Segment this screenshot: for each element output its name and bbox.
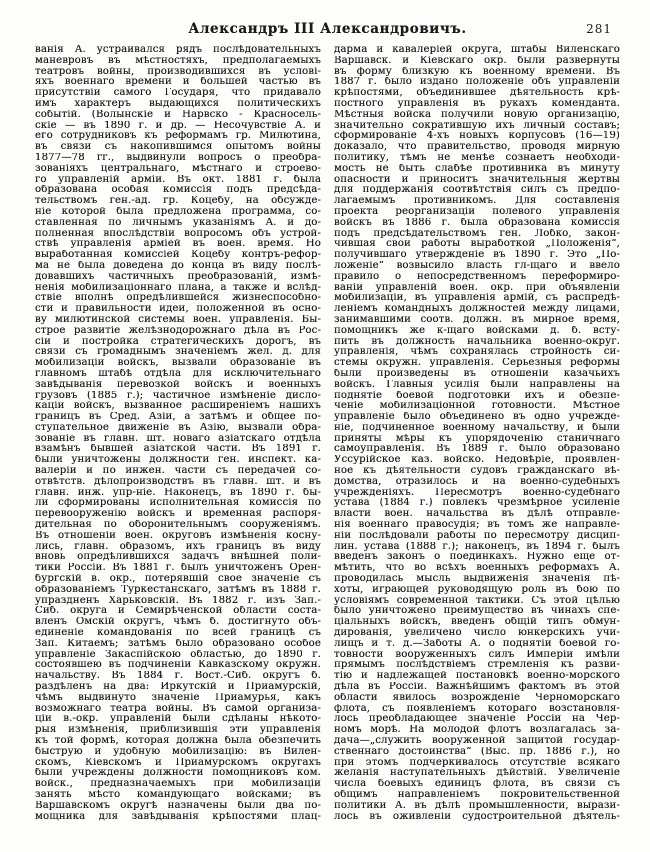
text-line: лось преобладающее значеніе Россіи на Чер- [334,714,620,725]
text-line: ли сформированы исполнительная комиссія по [35,498,321,509]
text-line: проводилась мысль выдвиженія значенія пѣ- [334,574,620,585]
text-line: валеріи и по инжен. части съ передачей со- [35,466,321,477]
text-line: раздѣленъ на два: Иркутскій и Приамурскій, [35,682,321,693]
text-line: было уничтожено преимущество въ чинахъ спе- [334,606,620,617]
text-line: чившая свои работы выработкой „Положенія“, [334,239,620,250]
text-line: маневровъ въ мѣстностяхъ, предполагаемыхъ [35,55,321,66]
text-line: занимавшими соотв. должн. въ мирное время, [334,314,620,325]
text-line: имъ характеръ выдающихся политическихъ [35,98,321,109]
text-line: скіе — въ 1890 г. и др. — Несочувствіе А. и [35,120,321,131]
text-line: при этомъ подчеркивалось отсутствіе всякаго [334,757,620,768]
text-line: доказало, что правительство, проводя мирную [334,142,620,153]
text-line: были произведены въ отношеніи казачьихъ [334,368,620,379]
text-line: условіямъ современной тактики. Съ этой цѣлью [334,595,620,606]
text-line: ложеніе“ возвысило власть гл-щаго и ввело [334,260,620,271]
text-line: къ той формѣ, которая должна была обезпечить [35,736,321,746]
text-line: полненная впослѣдствіи вопросомъ объ устрой- [35,228,321,239]
text-line: получившаго утвержденіе въ 1890 г. Это „По- [334,250,620,261]
text-line: ченіе мобилизаціонной готовности. Мѣстное [334,401,620,412]
text-line: выработанная комиссіей Коцебу контръ-рефор- [35,250,321,261]
text-line: Въ отношеніи воен. округовъ измѣненія косну- [35,530,321,541]
text-line: чѣмъ выдвинуто значеніе Приамурья, какъ [35,692,321,703]
right-column [334,45,620,822]
text-line: отвѣтств. дѣлопроизводствъ въ главн. шт. и въ [35,476,321,487]
text-line: дированія, увеличено число юнкерскихъ учи- [334,628,620,639]
page-title: Александръ III Александровичъ. [188,21,467,37]
text-line: бургскій в. окр., потерявшій свое значеніе съ [35,574,321,585]
text-line: ваніи управленій воен. окр. при объявленіи [334,282,620,293]
text-line: политики А. въ дѣлѣ промышленности, вырази- [334,800,620,811]
text-line: проекта реорганизаціи полевого управленія [334,206,620,217]
text-line: мощника для завѣдыванія крѣпостями плац- [35,811,321,822]
text-line: присутствіи самого Государя, что придавало [35,88,321,99]
text-line: упраздненъ Харьковскій. Въ 1882 г. изъ Зап.- [35,595,321,606]
text-line: зованіе въ главн. шт. новаго азіатскаго отдѣла [35,433,321,444]
text-line: лин. устава (1888 г.); наконецъ, въ 1894 г. былъ [334,541,620,552]
text-line: лагаемымъ противникомъ. Для составленія [334,196,620,207]
text-line: зованіяхъ центральнаго, мѣстнаго и строево- [35,163,321,174]
text-line: ма не была доведена до конца въ виду послѣ- [35,260,321,271]
text-line: власти воен. начальства въ дѣлѣ отправле- [334,509,620,520]
text-line: прямымъ послѣдствіемъ стремленія къ разви- [334,660,620,671]
text-line: Зап. Китаемъ; затѣмъ было образовано особое [35,638,321,649]
text-line: связи съ громаднымъ значеніемъ жел. д. для [35,347,321,358]
text-line: мость не быть слабѣе противника въ минуту [334,163,620,174]
text-line: рыя измѣненія, приблизившія эти управленія [35,725,321,736]
text-line: мѣтить, что во всѣхъ военныхъ реформахъ А. [334,563,620,574]
text-line: постного управленія въ рукахъ коменданта. [334,98,620,109]
text-line: домства, отразилось и на военно-судебныхъ [334,476,620,487]
text-line: ступательное движеніе въ Азію, вызвали обра- [35,422,321,433]
text-line: флота, съ появленіемъ котораго возстановля- [334,703,620,714]
text-line: ву милютинской системы воен. управленія. Бы- [35,314,321,325]
text-line: строе развитіе желѣзнодорожнаго дѣла въ Рос- [35,325,321,336]
text-line: возможнаго театра войны. Въ самой организа- [35,703,321,714]
text-line: хоты, играющей руководящую роль въ бою по [334,584,620,595]
text-line: значительно сократившую ихъ личный составъ; [334,120,620,131]
text-line: ненія мобилизаціоннаго плана, а также и вслѣд- [35,282,321,293]
text-line: желанія наступательныхъ дѣйствій. Увеличеніе [334,768,620,779]
running-head [35,21,620,37]
text-line: лось въ оживленіи судостроительной дѣятель- [334,811,620,822]
text-line: введенъ законъ о поединкахъ. Нужно еще от- [334,552,620,563]
text-line: ванія А. устраивался рядъ послѣдовательныхъ [35,45,321,55]
text-line: занять мѣсто командующаго войсками; въ [35,789,321,800]
text-line: устава (1884 г.) повлекъ чрезмѣрное усиленіе [334,498,620,509]
text-line: тію и надлежащей постановкѣ военно-морского [334,671,620,682]
text-line: ставленная по личнымъ указаніямъ А. и до- [35,217,321,228]
text-line: были уничтожены должности ген. инспект. ка- [35,455,321,466]
text-line: завѣдыванія перевозкой войскъ и военныхъ [35,379,321,390]
text-line: вновь опредѣлившихся задачъ внѣшней поли- [35,552,321,563]
text-line: Варшавск. и Кіевскаго окр. были развернуты [334,55,620,66]
text-line: ніе, подчиненное военному начальству, и были [334,422,620,433]
text-line: каціи войскъ, вызванное расширеніемъ нашихъ [35,401,321,412]
text-line: войскъ. Главныя усилія были направлены на [334,379,620,390]
text-line: войскъ въ 1886 г. была образована комиссія [334,217,620,228]
text-line: ствѣ управленія арміей въ воен. время. Но [35,239,321,250]
text-line: леніемъ командныхъ должностей между лицами, [334,304,620,315]
text-line: Уссурійское каз. войско. Недовѣріе, проявлен- [334,455,620,466]
text-line: управленіе было объединено въ одно учрежде- [334,412,620,423]
text-line: грузовъ (1885 г.); частичное измѣненіе дисло- [35,390,321,401]
text-line: общимъ направленіемъ покровительственной [334,789,620,800]
text-line: въ форму близкую къ военному времени. Въ [334,66,620,77]
text-line: го управленій арміи. Въ окт. 1881 г. была [35,174,321,185]
text-line: ніи послѣдовали работы по пересмотру дисцип- [334,530,620,541]
text-line: опасности и приноситъ значительныя жертвы [334,174,620,185]
text-line: 1877—78 гг., выдвинули вопросъ о преобра- [35,152,321,163]
text-columns [35,45,620,822]
text-line: дѣла въ Россіи. Важнѣйшимъ фактомъ въ этой [334,682,620,693]
text-line: Мѣстныя войска получили новую организацію, [334,109,620,120]
text-line: тельствомъ ген.-ад. гр. Коцебу, на обсужде- [35,196,321,207]
text-line: учрежденіяхъ. Пересмотръ военно-судебнаго [334,487,620,498]
text-line: его сотрудниковъ къ реформамъ гр. Милютина, [35,131,321,142]
text-line: нія военнаго правосудія; въ томъ же направле- [334,520,620,531]
text-line: приняты мѣры къ упорядоченію станичнаго [334,433,620,444]
text-line: ніе которой была предложена программа, со- [35,206,321,217]
text-line: были учреждены должности помощниковъ ком. [35,768,321,779]
text-line: лищъ и т. д.—Заботы А. о поднятіи боевой го- [334,638,620,649]
text-line: крѣпостями, объединившее дѣятельность крѣ- [334,88,620,99]
text-line: стемы окружн. управленія. Серьезныя реформы [334,358,620,369]
text-line: для поддержанія соотвѣтствія силъ съ предпо- [334,185,620,196]
text-line: ствіе вполнѣ опредѣлившейся жизнеспособно- [35,293,321,304]
text-line: сформированіе 4-хъ новыхъ корпусовъ (16—19) [334,131,620,142]
text-line: самоуправленія. Въ 1889 г. было образовано [334,444,620,455]
text-line: театровъ войны, производившихся въ услові- [35,66,321,77]
text-line: взамѣнъ бывшей азіатской части. Въ 1891 г. [35,444,321,455]
text-line: ціальныхъ войскъ, введенъ общій типъ обмун- [334,617,620,628]
text-line: сти и правильности идеи, положенной въ осно- [35,304,321,315]
text-line: сіи и постройка стратегическихъ дорогъ, въ [35,336,321,347]
text-line: мобилизаціи, въ управленія армій, съ распредѣ- [334,293,620,304]
text-line: единеніе командованія по всей границѣ съ [35,628,321,639]
left-column [35,45,321,822]
text-line: скомъ, Кіевскомъ и Приамурскомъ округахъ [35,757,321,768]
text-line: области явилось возрожденіе Черноморскаго [334,692,620,703]
text-line: правило о непосредственномъ переформиро- [334,271,620,282]
text-line: границъ въ Сред. Азіи, а затѣмъ и общее по- [35,412,321,423]
text-line: въ связи съ накопившимся опытомъ войны [35,142,321,153]
text-line: перевооруженію войскъ и временная распоря- [35,509,321,520]
text-line: числа боевыхъ единицъ флота, въ связи съ [334,779,620,790]
text-line: дача—„служить вооруженной защитой государ- [334,736,620,746]
text-line: яхъ военнаго времени и большей частью въ [35,77,321,88]
text-line: ное къ дѣятельности судовъ гражданскаго вѣ- [334,466,620,477]
text-line: довавшихъ частичныхъ преобразованій, измѣ- [35,271,321,282]
page-number: 281 [586,22,612,36]
text-line: политику, тѣмъ не менѣе сознаетъ необходи- [334,152,620,163]
text-line: товности вооруженныхъ силъ Имперіи имѣли [334,649,620,660]
text-line: состоявшею въ подчиненіи Кавказскому окружн. [35,660,321,671]
text-line: быструю и удобную мобилизацію: въ Вилен- [35,746,321,757]
text-line: начальству. Въ 1884 г. Вост.-Сиб. округъ б. [35,671,321,682]
text-line: управленіе Закаспійскою областью, до 1890 г. [35,649,321,660]
text-line: ственнаго достоинства“ (Выс. пр. 1886 г.), но [334,746,620,757]
text-line: 1887 г. было издано положеніе объ управленіи [334,77,620,88]
text-line: номъ морѣ. На молодой флотъ возлагалась за- [334,725,620,736]
text-line: главномъ штабѣ отдѣла для исключительнаго [35,368,321,379]
text-line: дительная по оборонительнымъ сооруженіямъ. [35,520,321,531]
text-line: дарма и кавалеріей округа, штабы Виленскаго [334,45,620,55]
text-line: помощникъ же к-щаго войсками д. б. всту- [334,325,620,336]
text-line: образованіемъ Туркестанскаго, затѣмъ въ 1888 г. [35,584,321,595]
text-line: войск., предназначаемыхъ при мобилизаціи [35,779,321,790]
text-line: управленія, чѣмъ сохранялась стройность си- [334,347,620,358]
text-line: событій. (Волынскіе и Нарвско - Красносель- [35,109,321,120]
text-line: подъ предсѣдательствомъ ген. Лобко, закон- [334,228,620,239]
text-line: главн. инж. упр-ніе. Наконецъ, въ 1890 г. бы- [35,487,321,498]
text-line: Варшавскомъ округѣ назначены были два по- [35,800,321,811]
text-line: вленъ Омскій округъ, чѣмъ б. достигнуто объ- [35,617,321,628]
text-line: тики Россіи. Въ 1881 г. былъ уничтоженъ Орен- [35,563,321,574]
text-line: поднятіе боевой подготовки ихъ и обезпе- [334,390,620,401]
text-line: образована особая комиссія подъ предсѣда- [35,185,321,196]
text-line: пить въ должность начальника военно-округ. [334,336,620,347]
text-line: Сиб. округа и Семирѣченской области соста- [35,606,321,617]
text-line: лись, главн. образомъ, ихъ границъ въ виду [35,541,321,552]
text-line: ціи в.-окр. управленій были сдѣланы нѣкото- [35,714,321,725]
text-line: мобилизаціи войскъ, вызвали образованіе въ [35,358,321,369]
